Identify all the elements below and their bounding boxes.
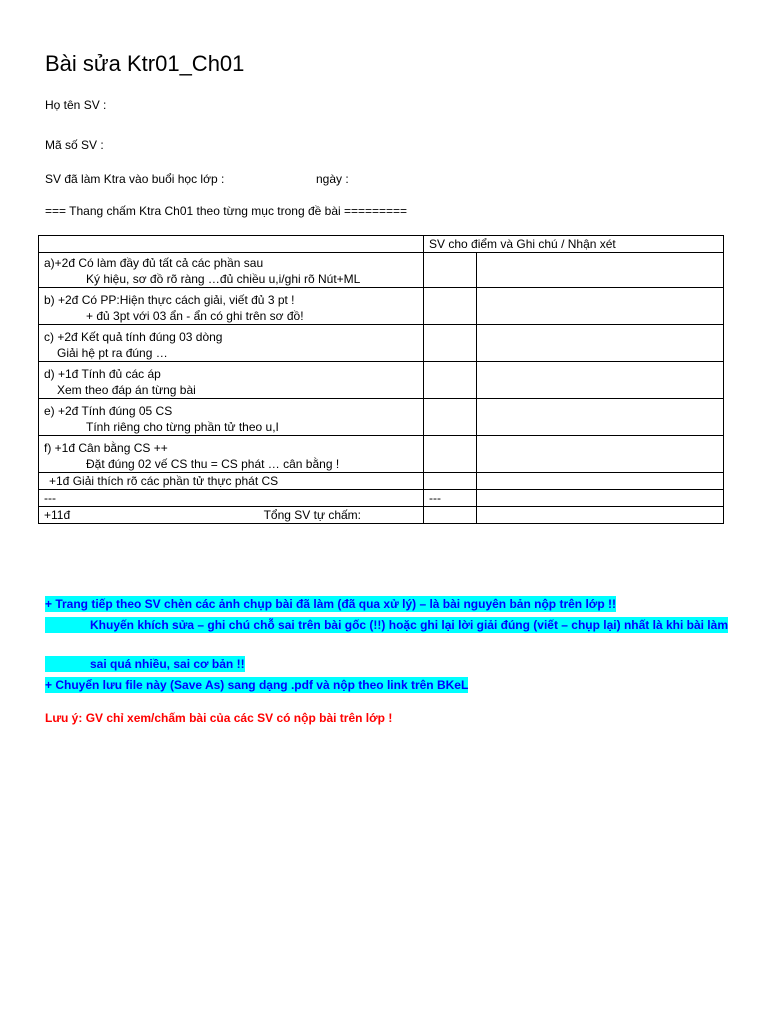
- instruction-line-4: + Chuyển lưu file này (Save As) sang dạng .pdf và nộp theo link trên BKeL: [45, 678, 469, 692]
- criterion-e: e) +2đ Tính đúng 05 CS: [39, 399, 424, 420]
- warning-note: Lưu ý: GV chỉ xem/chấm bài của các SV có nộp bài trên lớp !: [45, 711, 393, 725]
- note-cell[interactable]: [477, 325, 724, 346]
- student-name-label: Họ tên SV :: [45, 98, 107, 112]
- total-points: +11đ: [44, 508, 71, 522]
- score-cell[interactable]: [424, 382, 477, 399]
- score-cell[interactable]: [424, 325, 477, 346]
- note-cell[interactable]: [477, 288, 724, 309]
- table-row: [39, 456, 724, 473]
- self-score-cell[interactable]: [424, 507, 477, 524]
- instruction-line-2: Khuyến khích sửa – ghi chú chỗ sai trên bài gốc (!!) hoặc ghi lại lời giải đúng (viết – chụp lại) nhất là khi bài làm: [45, 617, 728, 633]
- table-row: [39, 419, 724, 436]
- note-cell[interactable]: [477, 507, 724, 524]
- score-cell[interactable]: [424, 345, 477, 362]
- class-session-label: SV đã làm Ktra vào buổi học lớp :: [45, 172, 225, 186]
- note-cell[interactable]: [477, 308, 724, 325]
- criterion-a-detail: Ký hiệu, sơ đồ rõ ràng …đủ chiều u,i/ghi rõ Nút+ML: [39, 271, 424, 288]
- instruction-line-3: sai quá nhiều, sai cơ bản !!: [45, 656, 245, 672]
- note-cell[interactable]: [477, 253, 724, 272]
- score-cell[interactable]: [424, 308, 477, 325]
- criterion-f-bonus: +1đ Giải thích rõ các phần tử thực phát CS: [39, 473, 424, 490]
- criterion-c: c) +2đ Kết quả tính đúng 03 dòng: [39, 325, 424, 346]
- grading-scale-heading: === Thang chấm Ktra Ch01 theo từng mục trong đề bài =========: [45, 204, 408, 218]
- table-header-row: [39, 236, 724, 253]
- note-cell[interactable]: [477, 382, 724, 399]
- table-row: [39, 308, 724, 325]
- table-row: [39, 490, 724, 507]
- dash-cell: ---: [424, 490, 477, 507]
- table-row: [39, 345, 724, 362]
- note-cell[interactable]: [477, 271, 724, 288]
- table-row: [39, 436, 724, 457]
- total-cell: [39, 507, 424, 524]
- score-cell[interactable]: [424, 271, 477, 288]
- date-label: ngày :: [316, 172, 349, 186]
- score-cell[interactable]: [424, 436, 477, 457]
- criterion-a: a)+2đ Có làm đầy đủ tất cả các phần sau: [39, 253, 424, 272]
- table-row: [39, 325, 724, 346]
- table-header-cell: SV cho điểm và Ghi chú / Nhận xét: [424, 236, 724, 253]
- score-cell[interactable]: [424, 362, 477, 383]
- note-cell[interactable]: [477, 490, 724, 507]
- page-title: Bài sửa Ktr01_Ch01: [45, 51, 245, 76]
- score-cell[interactable]: [424, 253, 477, 272]
- criterion-e-detail: Tính riêng cho từng phần tử theo u,I: [39, 419, 424, 436]
- table-row: [39, 253, 724, 272]
- criterion-b: b) +2đ Có PP:Hiện thực cách giải, viết đủ 3 pt !: [39, 288, 424, 309]
- dash-cell: ---: [39, 490, 424, 507]
- criterion-f: f) +1đ Cân bằng CS ++: [39, 436, 424, 457]
- table-row: [39, 382, 724, 399]
- table-row: [39, 362, 724, 383]
- criterion-d: d) +1đ Tính đủ các áp: [39, 362, 424, 383]
- note-cell[interactable]: [477, 399, 724, 420]
- score-cell[interactable]: [424, 456, 477, 473]
- instruction-line-1: + Trang tiếp theo SV chèn các ảnh chụp bài đã làm (đã qua xử lý) – là bài nguyên bản nộp trên lớp !!: [45, 597, 616, 611]
- note-cell[interactable]: [477, 473, 724, 490]
- criterion-d-detail: Xem theo đáp án từng bài: [39, 382, 424, 399]
- score-cell[interactable]: [424, 473, 477, 490]
- criterion-f-detail: Đặt đúng 02 vế CS thu = CS phát … cân bằng !: [39, 456, 424, 473]
- self-score-label: Tổng SV tự chấm:: [263, 508, 361, 522]
- score-cell[interactable]: [424, 288, 477, 309]
- table-total-row: [39, 507, 724, 524]
- table-row: [39, 271, 724, 288]
- table-row: [39, 288, 724, 309]
- student-id-label: Mã số SV :: [45, 138, 104, 152]
- note-cell[interactable]: [477, 419, 724, 436]
- score-cell[interactable]: [424, 419, 477, 436]
- table-row: [39, 473, 724, 490]
- criterion-b-detail: + đủ 3pt với 03 ẩn - ẩn có ghi trên sơ đồ!: [39, 308, 424, 325]
- note-cell[interactable]: [477, 436, 724, 457]
- grading-table: [38, 235, 724, 524]
- table-row: [39, 399, 724, 420]
- note-cell[interactable]: [477, 345, 724, 362]
- note-cell[interactable]: [477, 362, 724, 383]
- criterion-c-detail: Giải hệ pt ra đúng …: [39, 345, 424, 362]
- note-cell[interactable]: [477, 456, 724, 473]
- score-cell[interactable]: [424, 399, 477, 420]
